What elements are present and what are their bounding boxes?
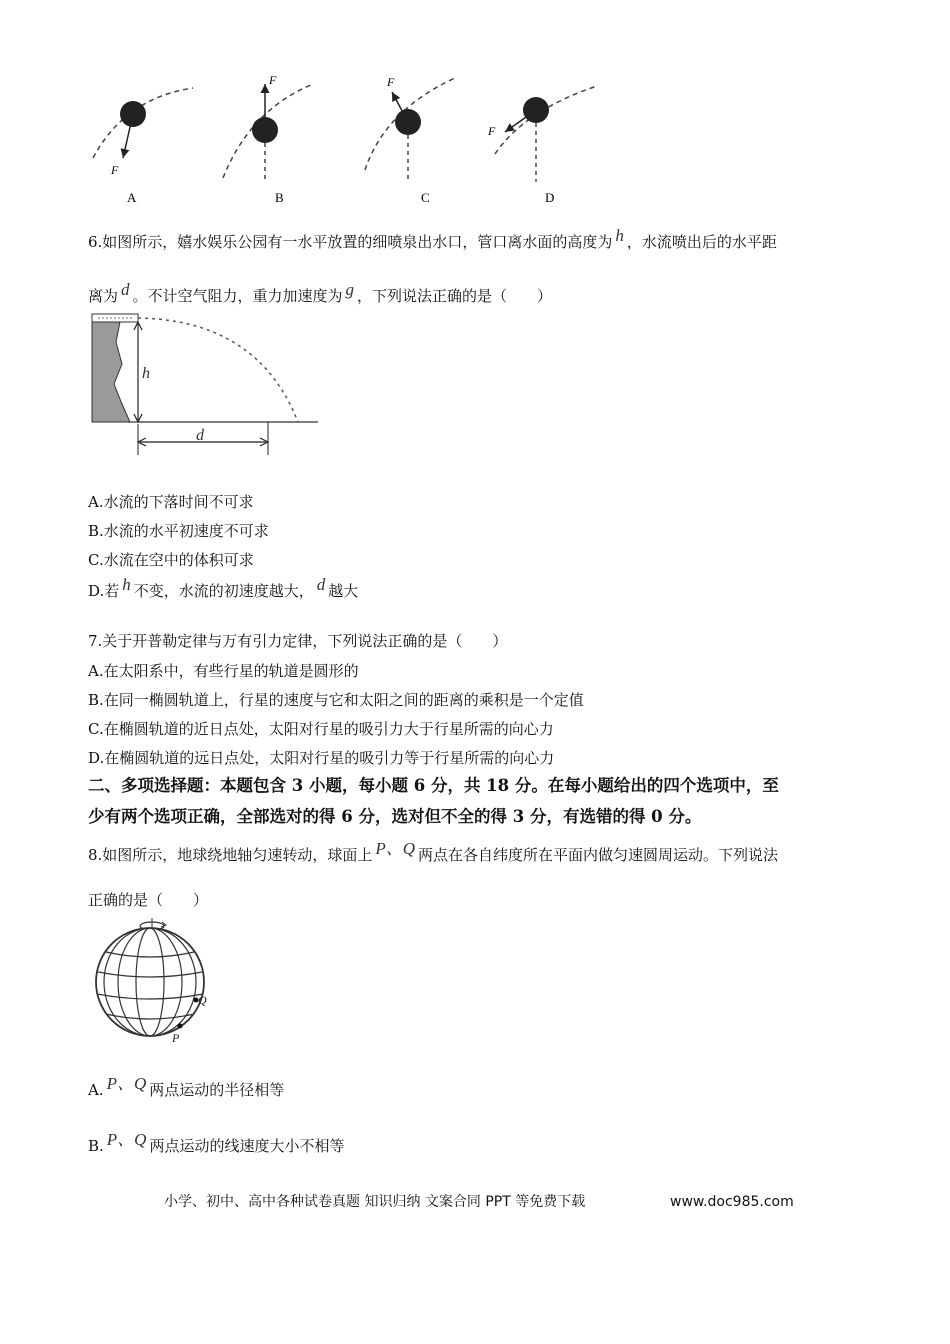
q7-option-d: D.在椭圆轨道的远日点处，太阳对行星的吸引力等于行星所需的向心力 — [88, 749, 555, 767]
force-label-a: F — [111, 163, 119, 177]
q6-stem-line2: 离为 d 。不计空气阻力，重力加速度为 g ，下列说法正确的是（ ） — [88, 280, 553, 305]
q6-option-b: B.水流的水平初速度不可求 — [88, 522, 269, 540]
option-c-diagram — [365, 75, 455, 205]
option-b-diagram — [223, 73, 313, 205]
q6-option-a: A.水流的下落时间不可求 — [88, 493, 254, 511]
force-label-d: F — [488, 124, 496, 138]
diagram-label-a: A — [127, 190, 137, 205]
force-label-c: F — [387, 75, 395, 89]
diagram-label-b: B — [275, 190, 284, 205]
diagram-label-d: D — [545, 190, 555, 205]
q6-option-c: C.水流在空中的体积可求 — [88, 551, 254, 569]
footer-text: 小学、初中、高中各种试卷真题 知识归纳 文案合同 PPT 等免费下载 — [164, 1194, 586, 1210]
section2-heading-line1: 二、多项选择题：本题包含 3 小题，每小题 6 分，共 18 分。在每小题给出的四个选项中，至 — [88, 776, 779, 795]
q7-option-a: A.在太阳系中，有些行星的轨道是圆形的 — [88, 662, 359, 680]
force-label-b: F — [269, 73, 277, 87]
q8-stem-line2: 正确的是（ ） — [88, 891, 209, 909]
fig-d-label: d — [196, 427, 204, 444]
var-h: h — [615, 226, 624, 245]
section2-heading-line2: 少有两个选项正确，全部选对的得 6 分，选对但不全的得 3 分，有选错的得 0 分。 — [88, 807, 702, 826]
globe-figure — [86, 916, 216, 1046]
fig-p-label: P — [172, 1031, 180, 1045]
q6-option-d: D.若 h 不变，水流的初速度越大， d 越大 — [88, 575, 359, 600]
option-a-diagram — [93, 88, 193, 205]
q8-option-a: A. P、Q 两点运动的半径相等 — [88, 1074, 285, 1099]
var-d: d — [121, 280, 130, 299]
option-d-diagram — [487, 86, 597, 205]
force-direction-figure — [85, 70, 605, 210]
diagram-label-c: C — [421, 190, 430, 205]
fig-q-label: Q — [198, 993, 207, 1007]
fountain-figure — [88, 310, 320, 462]
q7-option-b: B.在同一椭圆轨道上，行星的速度与它和太阳之间的距离的乘积是一个定值 — [88, 691, 584, 709]
q8-option-b: B. P、Q 两点运动的线速度大小不相等 — [88, 1130, 345, 1155]
q7-option-c: C.在椭圆轨道的近日点处，太阳对行星的吸引力大于行星所需的向心力 — [88, 720, 554, 738]
q8-stem-line1: 8.如图所示，地球绕地轴匀速转动，球面上 P、Q 两点在各自纬度所在平面内做匀速圆周运动。下列说法 — [88, 839, 779, 864]
q7-stem: 7.关于开普勒定律与万有引力定律，下列说法正确的是（ ） — [88, 632, 508, 650]
var-g: g — [345, 280, 355, 299]
q6-stem-line1: 6.如图所示，嬉水娱乐公园有一水平放置的细喷泉出水口，管口离水面的高度为 h ，水流喷出后的水平距 — [88, 226, 777, 251]
footer-url[interactable]: www.doc985.com — [670, 1194, 794, 1210]
var-pq: P、Q — [375, 839, 415, 858]
fig-h-label: h — [142, 365, 150, 382]
